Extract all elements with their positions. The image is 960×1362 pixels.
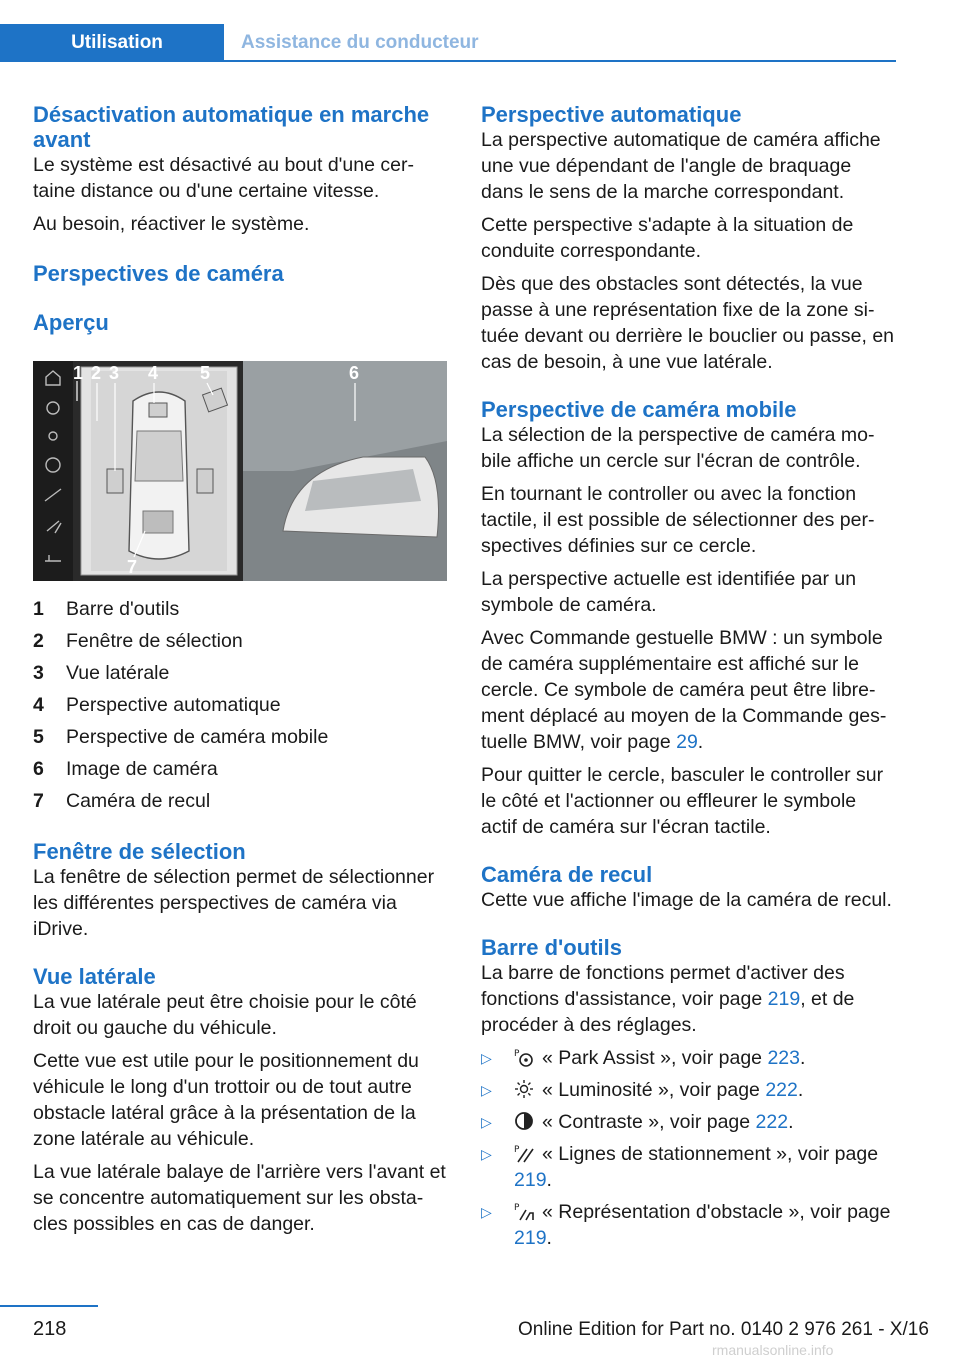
- heading-apercu: Aperçu: [33, 310, 109, 335]
- page-link[interactable]: 29: [676, 731, 698, 753]
- bullet-triangle-icon: ▷: [481, 1050, 492, 1066]
- heading-perspectives: Perspectives de caméra: [33, 261, 284, 286]
- list-item: ▷ P « Park Assist », voir page 223.: [481, 1047, 806, 1069]
- legend-item: 4 Perspective automatique: [33, 694, 281, 716]
- edition-info: Online Edition for Part no. 0140 2 976 261 - X/16: [518, 1319, 929, 1340]
- callout-number: 5: [200, 363, 211, 383]
- callout-number: 4: [148, 363, 159, 383]
- legend-item: 7 Caméra de recul: [33, 790, 211, 812]
- page-link[interactable]: 219: [767, 988, 801, 1010]
- callout-number: 7: [127, 557, 138, 577]
- obstacle-display-icon: [514, 1201, 534, 1221]
- paragraph: Dès que des obstacles sont détectés, la vue passe à une représentation fixe de la zone située devant ou derrière le bouclier ou passe, en cas de besoin, à une vue latérale.: [481, 273, 895, 373]
- heading-desactivation: Désactivation automatique en marche avant: [33, 102, 430, 152]
- paragraph: En tournant le controller ou avec la fonction tactile, il est possible de sélectionner des perspectives définies sur ce cercle.: [481, 483, 875, 557]
- paragraph: Pour quitter le cercle, basculer le controller sur le côté et l'actionner ou effleurer le symbole actif de caméra sur l'écran tactile.: [481, 764, 884, 838]
- page-link[interactable]: 219: [514, 1169, 547, 1191]
- callout-number: 2: [91, 363, 102, 383]
- list-item: ▷ P « Représentation d'obstacle », voir page 219.: [481, 1201, 891, 1249]
- paragraph: La perspective automatique de caméra affiche une vue dépendant de l'angle de braquage dans le sens de la marche correspondant.: [481, 129, 881, 203]
- footer-rule: [0, 1305, 98, 1307]
- section-tab[interactable]: Assistance du conducteur: [241, 32, 479, 53]
- legend-item: 6 Image de caméra: [33, 758, 218, 780]
- callout-number: 1: [73, 363, 84, 383]
- heading-fenetre: Fenêtre de sélection: [33, 839, 246, 864]
- heading-barre-outils: Barre d'outils: [481, 935, 622, 960]
- svg-text:P: P: [514, 1145, 520, 1155]
- page-number: 218: [33, 1318, 67, 1340]
- legend-item: 3 Vue latérale: [33, 662, 170, 684]
- page-link[interactable]: 219: [514, 1227, 547, 1249]
- watermark-text: rmanualsonline.info: [712, 1342, 834, 1358]
- heading-camera-recul: Caméra de recul: [481, 862, 653, 887]
- paragraph: La fenêtre de sélection permet de sélectionner les différentes perspectives de caméra via iDrive.: [33, 866, 435, 940]
- svg-text:P: P: [514, 1203, 520, 1213]
- heading-camera-mobile: Perspective de caméra mobile: [481, 397, 797, 422]
- bullet-triangle-icon: ▷: [481, 1082, 492, 1098]
- bullet-triangle-icon: ▷: [481, 1204, 492, 1220]
- figure-legend: [33, 593, 449, 817]
- contrast-icon: [514, 1111, 534, 1131]
- paragraph: Cette perspective s'adapte à la situation de conduite correspondante.: [481, 214, 854, 262]
- paragraph: La vue latérale peut être choisie pour le côté droit ou gauche du véhicule.: [33, 991, 417, 1039]
- chapter-tab[interactable]: Utilisation: [0, 24, 224, 62]
- paragraph: La barre de fonctions permet d'activer des fonctions d'assistance, voir page 219, et de procéder à des réglages.: [481, 962, 855, 1036]
- bullet-triangle-icon: ▷: [481, 1114, 492, 1130]
- legend-item: 1 Barre d'outils: [33, 598, 180, 620]
- header-rule: [224, 60, 896, 62]
- page-link[interactable]: 223: [767, 1047, 800, 1069]
- list-item: ▷ « Contraste », voir page 222.: [481, 1111, 794, 1133]
- paragraph: La perspective actuelle est identifiée par un symbole de caméra.: [481, 568, 857, 616]
- list-item: ▷ « Luminosité », voir page 222.: [481, 1079, 804, 1101]
- parking-lines-icon: [514, 1143, 534, 1163]
- page-link[interactable]: 222: [755, 1111, 789, 1133]
- paragraph: Avec Commande gestuelle BMW : un symbole de caméra supplémentaire est affiché sur le cercle. Ce symbole de caméra peut être librement déplacé au moyen de la Commande gestuelle BMW, voir page 29.: [481, 627, 887, 753]
- paragraph: La sélection de la perspective de caméra mobile affiche un cercle sur l'écran de contrôle.: [481, 424, 875, 472]
- paragraph: Au besoin, réactiver le système.: [33, 213, 310, 235]
- page-header: [0, 0, 960, 62]
- legend-item: 2 Fenêtre de sélection: [33, 630, 243, 652]
- right-column: [481, 102, 897, 1257]
- svg-text:P: P: [514, 1049, 520, 1059]
- callout-number: 3: [109, 363, 120, 383]
- paragraph: La vue latérale balaye de l'arrière vers l'avant et se concentre automatiquement sur les obstacles possibles en cas de danger.: [33, 1161, 446, 1235]
- heading-vue-laterale: Vue latérale: [33, 964, 156, 989]
- heading-perspective-auto: Perspective automatique: [481, 102, 742, 127]
- camera-overview-figure: [33, 361, 447, 581]
- paragraph: Cette vue est utile pour le positionnement du véhicule le long d'un trottoir ou de tout autre obstacle latéral grâce à la présentation de la zone latérale au véhicule.: [33, 1050, 419, 1150]
- paragraph: Cette vue affiche l'image de la caméra de recul.: [481, 889, 892, 911]
- page-link[interactable]: 222: [765, 1079, 798, 1101]
- left-column: [33, 102, 449, 1244]
- camera-overview-illustration: [33, 361, 447, 581]
- brightness-icon: [514, 1079, 534, 1099]
- list-item: ▷ P « Lignes de stationnement », voir page 219.: [481, 1143, 879, 1191]
- callout-number: 6: [349, 363, 360, 383]
- park-assist-icon: [514, 1047, 534, 1067]
- bullet-triangle-icon: ▷: [481, 1146, 492, 1162]
- legend-item: 5 Perspective de caméra mobile: [33, 726, 329, 748]
- paragraph: Le système est désactivé au bout d'une certaine distance ou d'une certaine vitesse.: [33, 154, 414, 202]
- toolbar-function-list: [481, 1045, 897, 1251]
